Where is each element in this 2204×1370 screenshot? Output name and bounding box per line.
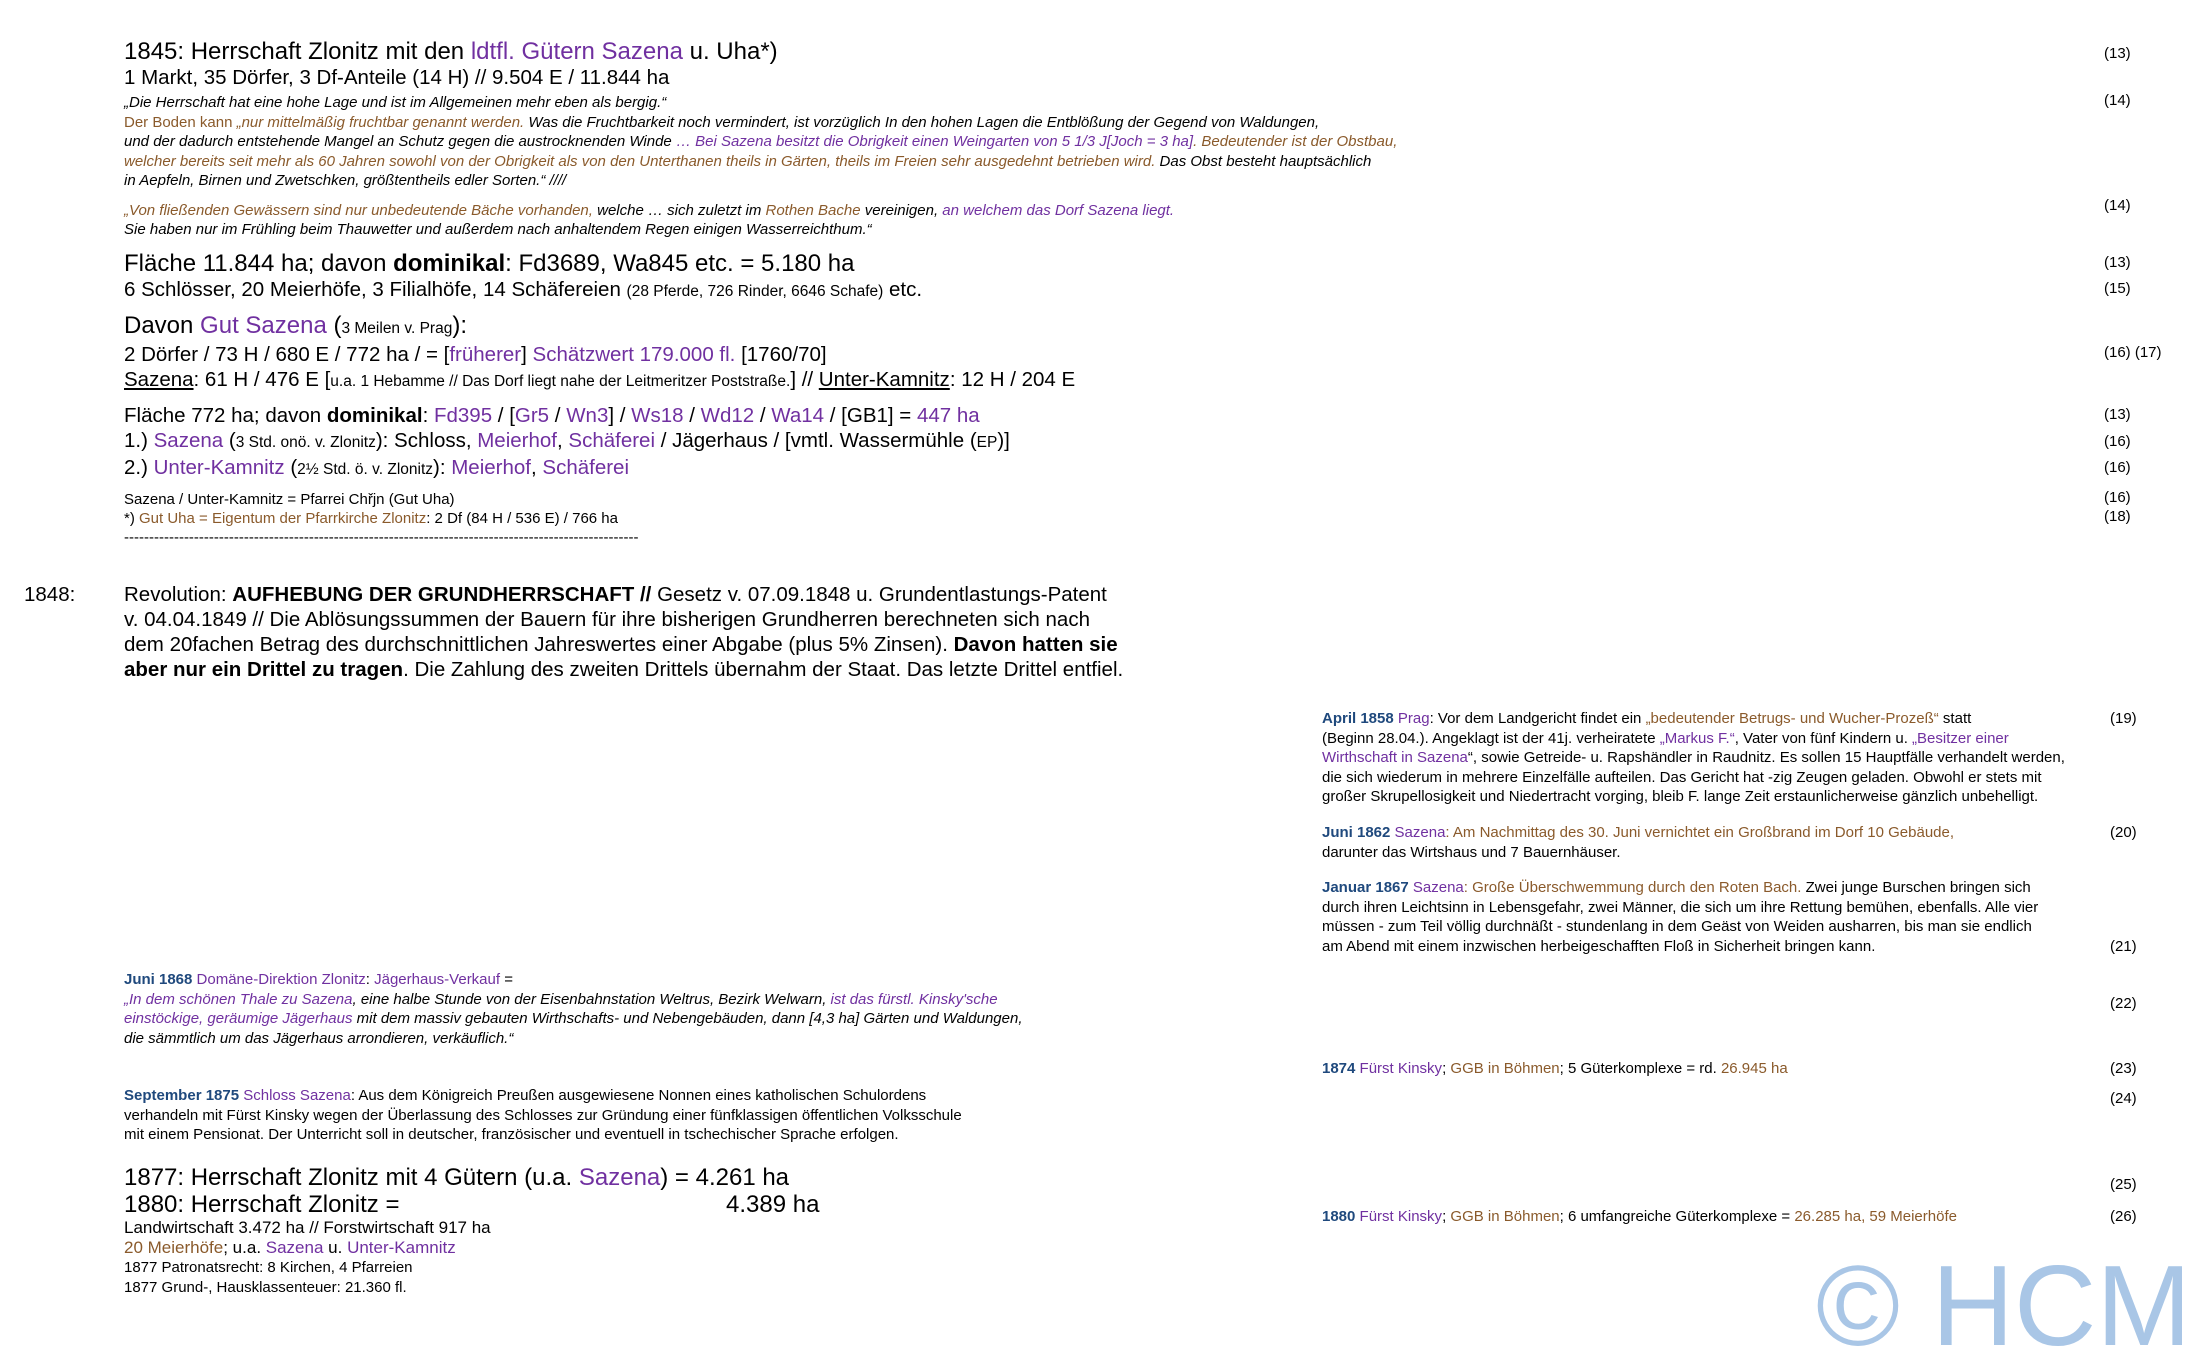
quote-line: Der Boden kann „nur mittelmäßig fruchtbar genannt werden. Was die Fruchtbarkeit noch vermindert, ist vorzüglich In den hohen Lagen die Entblößung der Gegend von Waldungen, — [124, 113, 1320, 131]
reference-number: (21) — [2110, 938, 2137, 955]
reference-number: (24) — [2110, 1090, 2137, 1107]
event-1874: 1874 Fürst Kinsky; GGB in Böhmen; 5 Güterkomplexe = rd. 26.945 ha — [1322, 1060, 1788, 1077]
quote-line: in Aepfeln, Birnen und Zwetschken, größtentheils edler Sorten.“ //// — [124, 172, 567, 189]
section-1877 — [124, 1164, 824, 1297]
reference-number: (23) — [2110, 1060, 2137, 1077]
summary-1845: 1 Markt, 35 Dörfer, 3 Df-Anteile (14 H) // 9.504 E / 11.844 ha — [124, 66, 670, 89]
revolution-line: aber nur ein Drittel zu tragen. Die Zahlung des zweiten Drittels übernahm der Staat. Das letzte Drittel entfiel. — [124, 658, 1124, 681]
gut-sazena-villages: Sazena: 61 H / 476 E [u.a. 1 Hebamme // Das Dorf liegt nahe der Leitmeritzer Poststraße.] // Unter-Kamnitz: 12 H / 204 E — [124, 367, 1076, 391]
item-sazena: 1.) Sazena (3 Std. onö. v. Zlonitz): Schloss, Meierhof, Schäferei / Jägerhaus / [vmtl. Wassermühle (EP)] — [124, 428, 1010, 452]
section-1848 — [124, 582, 1123, 682]
revolution-line: dem 20fachen Betrag des durchschnittlichen Jahreswertes einer Abgabe (plus 5% Zinsen). Davon hatten sie — [124, 633, 1118, 656]
herrschaft-1877: 1877: Herrschaft Zlonitz mit 4 Gütern (u.a. Sazena) = 4.261 ha — [124, 1164, 790, 1191]
reference-number: (13) — [2104, 406, 2131, 423]
reference-number: (14) — [2104, 197, 2131, 214]
reference-number: (20) — [2110, 824, 2137, 841]
revolution-line: v. 04.04.1849 // Die Ablösungssummen der Bauern für ihre bisherigen Grundherren berechneten sich nach — [124, 608, 1090, 631]
event-1862: Juni 1862 Sazena: Am Nachmittag des 30. Juni vernichtet ein Großbrand im Dorf 10 Gebäude, darunter das Wirtshaus und 7 Bauernhäuser. — [1322, 824, 1955, 861]
event-1868: Juni 1868 Domäne-Direktion Zlonitz: Jägerhaus-Verkauf = „In dem schönen Thale zu Sazena, eine halbe Stunde von der Eisenbahnstation Weltrus, Bezirk Welwarn, ist das fürstl. Kinsky'sche einstöckige, geräumige Jägerhaus mit dem massiv gebauten Wirthschafts- und Nebengebäuden, dann [4,3 ha] Gärten und Waldungen, die sämmtlich um das Jägerhaus arrondieren, verkäuflich.“ — [124, 971, 1023, 1047]
reference-number: (16) — [2104, 433, 2131, 450]
grundsteuer: 1877 Grund-, Hausklassenteuer: 21.360 fl. — [124, 1278, 407, 1296]
land-forest: Landwirtschaft 3.472 ha // Forstwirtschaft 917 ha — [124, 1218, 491, 1237]
footnote-uha: *) Gut Uha = Eigentum der Pfarrkirche Zlonitz: 2 Df (84 H / 536 E) / 766 ha — [124, 510, 618, 527]
reference-number: (13) — [2104, 45, 2131, 62]
reference-number: (15) — [2104, 280, 2131, 297]
revolution-line: Revolution: AUFHEBUNG DER GRUNDHERRSCHAFT // Gesetz v. 07.09.1848 u. Grundentlastungs-Patent — [124, 583, 1107, 606]
event-1880: 1880 Fürst Kinsky; GGB in Böhmen; 6 umfangreiche Güterkomplexe = 26.285 ha, 59 Meierhöfe — [1322, 1208, 1957, 1225]
reference-number: (25) — [2110, 1176, 2137, 1193]
gut-sazena-stats: 2 Dörfer / 73 H / 680 E / 772 ha / = [früherer] Schätzwert 179.000 fl. [1760/70] — [124, 342, 827, 366]
section-1845 — [124, 38, 1397, 546]
reference-number: (26) — [2110, 1208, 2137, 1225]
event-1867: Januar 1867 Sazena: Große Überschwemmung durch den Roten Bach. Zwei junge Burschen bringen sich durch ihren Leichtsinn in Lebensgefahr, zwei Männer, die sich um ihre Rettung bemühen, ebenfalls. Alle vier müssen - zum Teil völlig durchnäßt - stundenlang in dem Geäst von Weiden ausharren, bis man sie endlich am Abend mit einem inzwischen herbeigeschafften Floß in Sicherheit bringen kann. — [1322, 879, 2039, 955]
event-1858: April 1858 Prag: Vor dem Landgericht findet ein „bedeutender Betrugs- und Wucher-Prozeß“ statt (Beginn 28.04.). Angeklagt ist der 41j. verheiratete „Markus F.“, Vater von fünf Kindern u. „Besitzer einer Wirthschaft in Sazena“, sowie Getreide- u. Rapshändler in Raudnitz. Es sollen 15 Hauptfälle verhandelt werden, die sich wiederum in mehrere Einzelfälle aufteilen. Das Gericht hat -zig Zeugen geladen. Obwohl er stets mit großer Skrupellosigkeit und Niedertracht vorging, bleib F. lange Zeit erstaunlicherweise gänzlich unbehelligt. — [1322, 710, 2065, 805]
gut-sazena-heading: Davon Gut Sazena (3 Meilen v. Prag): — [124, 311, 467, 339]
area-772: Fläche 772 ha; davon dominikal: Fd395 / [Gr5 / Wn3] / Ws18 / Wd12 / Wa14 / [GB1] = 447 ha — [124, 403, 980, 427]
quote-line: „Die Herrschaft hat eine hohe Lage und ist im Allgemeinen mehr eben als bergig.“ — [124, 94, 667, 111]
reference-number: (22) — [2110, 995, 2137, 1012]
patronat: 1877 Patronatsrecht: 8 Kirchen, 4 Pfarreien — [124, 1259, 413, 1276]
reference-number: (14) — [2104, 92, 2131, 109]
meierhoefe: 20 Meierhöfe; u.a. Sazena u. Unter-Kamnitz — [124, 1238, 456, 1257]
quote-line: Sie haben nur im Frühling beim Thauwetter und außerdem nach anhaltendem Regen einigen Wasserreichthum.“ — [124, 221, 872, 238]
heading-1845: 1845: Herrschaft Zlonitz mit den ldtfl. Gütern Sazena u. Uha*) — [124, 38, 778, 65]
reference-number: (16) (17) — [2104, 344, 2162, 361]
reference-number: (16) — [2104, 459, 2131, 476]
event-1875: September 1875 Schloss Sazena: Aus dem Königreich Preußen ausgewiesene Nonnen eines katholischen Schulordens verhandeln mit Fürst Kinsky wegen der Überlassung des Schlosses zur Gründung einer fünfklassigen öffentlichen Volksschule mit einem Pensionat. Der Unterricht soll in deutscher, französischer und eventuell in tschechischer Sprache erfolgen. — [124, 1087, 962, 1143]
quote-line: welcher bereits seit mehr als 60 Jahren sowohl von der Obrigkeit als von den Unterthanen theils in Gärten, theils im Freien sehr ausgedehnt betrieben wird. Das Obst besteht hauptsächlich — [124, 152, 1372, 170]
separator-line: ------------------------------------------------------------------------------------------------------- — [124, 528, 639, 546]
year-1848: 1848: — [24, 583, 76, 606]
parish-note: Sazena / Unter-Kamnitz = Pfarrei Chřjn (Gut Uha) — [124, 490, 455, 508]
buildings: 6 Schlösser, 20 Meierhöfe, 3 Filialhöfe, 14 Schäfereien (28 Pferde, 726 Rinder, 6646 Schafe) etc. — [124, 277, 923, 301]
reference-number: (13) — [2104, 254, 2131, 271]
herrschaft-1880: 1880: Herrschaft Zlonitz = 4.389 ha — [124, 1191, 820, 1218]
copyright-watermark: © HCM — [1816, 1243, 2192, 1370]
item-unter-kamnitz: 2.) Unter-Kamnitz (2½ Std. ö. v. Zlonitz): Meierhof, Schäferei — [124, 455, 630, 479]
reference-number: (18) — [2104, 508, 2131, 525]
reference-number: (19) — [2110, 710, 2137, 727]
reference-number: (16) — [2104, 489, 2131, 506]
quote-line: „Von fließenden Gewässern sind nur unbedeutende Bäche vorhanden, welche … sich zuletzt im Rothen Bache vereinigen, an welchem das Dorf Sazena liegt. — [124, 201, 1175, 219]
area-total: Fläche 11.844 ha; davon dominikal: Fd3689, Wa845 etc. = 5.180 ha — [124, 249, 855, 277]
quote-line: und der dadurch entstehende Mangel an Schutz gegen die austrocknenden Winde … Bei Sazena besitzt die Obrigkeit einen Weingarten von 5 1/3 J[Joch = 3 ha]. Bedeutender ist der Obstbau, — [124, 133, 1398, 150]
